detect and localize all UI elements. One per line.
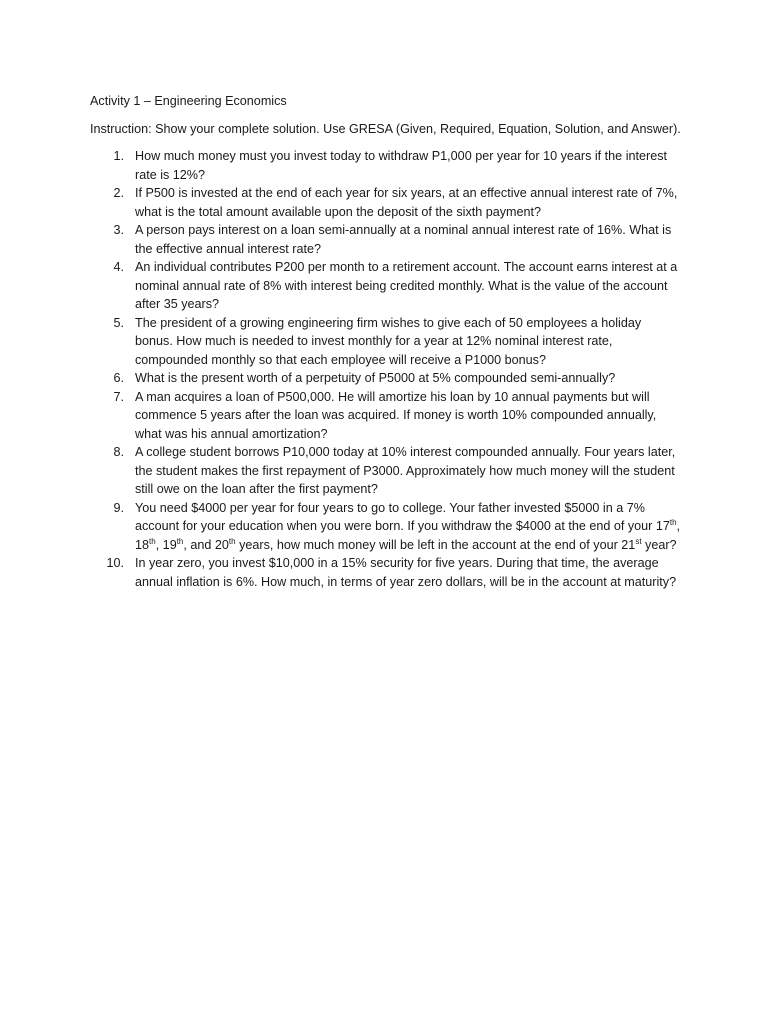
question-text: The president of a growing engineering firm wishes to give each of 50 employees a holiday bonus. How much is needed to invest monthly for a year at 12% nominal interest rate, compounded monthly so that each employee will receive a P1000 bonus? [135,315,642,367]
question-text: What is the present worth of a perpetuity of P5000 at 5% compounded semi-annually? [135,371,616,385]
ordinal-suffix: st [635,536,642,546]
question-number: 3. [113,223,124,237]
question-item-2 [90,184,682,221]
text-segment: year? [641,537,677,552]
instruction-text: Instruction: Show your complete solution. Use GRESA (Given, Required, Equation, Solution, and Answer). [90,121,681,136]
question-item-8 [90,443,682,499]
question-text: If P500 is invested at the end of each year for six years, at an effective annual interest rate of 7%, what is the total amount available upon the deposit of the sixth payment? [135,186,678,219]
question-number: 1. [113,149,124,163]
text-segment: , 19 [155,537,177,552]
question-number: 6. [113,371,124,385]
text-segment: , 18 [135,519,681,552]
question-item-6 [90,369,682,388]
question-number: 5. [113,315,124,330]
question-text: In year zero, you invest $10,000 in a 15% security for five years. During that time, the average annual inflation is 6%. How much, in terms of year zero dollars, will be in the account at maturity? [135,556,677,589]
question-number: 7. [113,389,124,404]
ordinal-suffix: th [176,536,184,546]
activity-title: Activity 1 – Engineering Economics [90,94,287,108]
question-number: 8. [113,445,124,459]
question-text: How much money must you invest today to withdraw P1,000 per year for 10 years if the interest rate is 12%? [135,149,667,182]
question-text: A college student borrows P10,000 today at 10% interest compounded annually. Four years later, the student makes the first repayment of P3000. Approximately how much money will the student still owe on the loan after the first payment? [135,445,676,496]
question-text: An individual contributes P200 per month to a retirement account. The account earns interest at a nominal annual rate of 8% with interest being credited monthly. What is the value of the account after 35 years? [135,260,678,311]
text-segment: years, how much money will be left in the account at the end of your 21 [235,537,636,552]
question-item-3 [90,221,682,258]
question-number: 4. [113,260,124,274]
question-text: A man acquires a loan of P500,000. He will amortize his loan by 10 annual payments but will commence 5 years after the loan was acquired. If money is worth 10% compounded annually, what was his annual amortization? [135,389,657,441]
question-item-10 [90,554,682,591]
question-item-7 [90,388,682,444]
question-number: 2. [113,186,124,200]
question-item-4 [90,258,682,314]
question-list [90,147,682,591]
question-text: A person pays interest on a loan semi-annually at a nominal annual interest rate of 16%. What is the effective annual interest rate? [135,223,672,256]
question-number: 10. [106,556,124,570]
question-number: 9. [113,500,124,515]
text-segment: , and 20 [183,537,229,552]
ordinal-suffix: th [669,517,677,527]
question-text [135,501,680,552]
question-item-9 [90,499,682,555]
document-body [90,92,682,591]
text-segment: You need $4000 per year for four years to go to college. Your father invested $5000 in a 7% account for your education when you were born. If you withdraw the $4000 at the end of your 17 [135,500,670,533]
question-item-5 [90,314,682,370]
question-item-1 [90,147,682,184]
ordinal-suffix: th [228,536,236,546]
ordinal-suffix: th [149,536,156,546]
